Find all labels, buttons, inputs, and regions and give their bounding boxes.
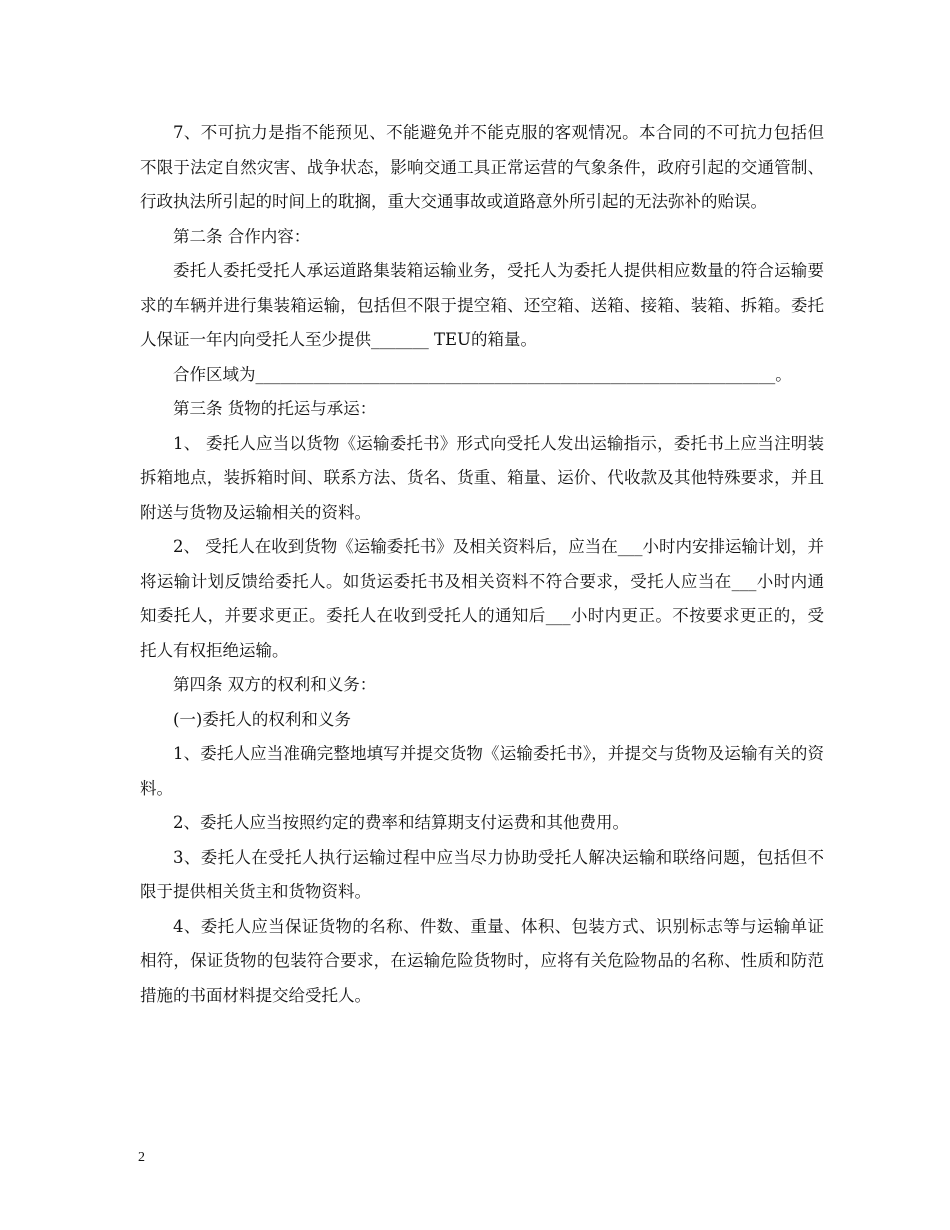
clause-3-1: 1、 委托人应当以货物《运输委托书》形式向受托人发出运输指示，委托书上应当注明装拆箱地点，装拆箱时间、联系方法、货名、货重、箱量、运价、代收款及其他特殊要求，并且附送与货物及运输相关的资料。	[140, 433, 824, 522]
clause-4-1-3: 3、委托人在受托人执行运输过程中应当尽力协助受托人解决运输和联络问题，包括但不限于提供相关货主和货物资料。	[140, 847, 824, 901]
article-4-heading: 第四条 双方的权利和义务：	[173, 675, 377, 694]
clause-4-1-1: 1、委托人应当准确完整地填写并提交货物《运输委托书》，并提交与货物及运输有关的资料。	[140, 744, 824, 798]
clause-4-1-4: 4、委托人应当保证货物的名称、件数、重量、体积、包装方式、识别标志等与运输单证相符，保证货物的包装符合要求，在运输危险货物时，应将有关危险物品的名称、性质和防范措施的书面材料提交给受托人。	[140, 916, 824, 1005]
page-number: 2	[138, 1150, 145, 1165]
clause-4-1-2: 2、委托人应当按照约定的费率和结算期支付运费和其他费用。	[173, 813, 629, 832]
clause-force-majeure-7: 7、不可抗力是指不能预见、不能避免并不能克服的客观情况。本合同的不可抗力包括但不限于法定自然灾害、战争状态，影响交通工具正常运营的气象条件，政府引起的交通管制、行政执法所引起的时间上的耽搁，重大交通事故或道路意外所引起的无法弥补的贻误。	[140, 123, 824, 211]
cooperation-area: 合作区域为_______________________________________________________________。	[173, 364, 792, 384]
article-3-heading: 第三条 货物的托运与承运：	[173, 399, 377, 418]
clause-3-2: 2、 受托人在收到货物《运输委托书》及相关资料后，应当在___小时内安排运输计划，并将运输计划反馈给委托人。如货运委托书及相关资料不符合要求，受托人应当在___小时内通知委托人，并要求更正。委托人在收到受托人的通知后___小时内更正。不按要求更正的，受托人有权拒绝运输。	[140, 537, 824, 660]
article-2-heading: 第二条 合作内容：	[173, 226, 311, 246]
section-4-1-heading: (一)委托人的权利和义务	[173, 709, 351, 729]
contract-body	[140, 116, 824, 1013]
cooperation-content: 委托人委托受托人承运道路集装箱运输业务，受托人为委托人提供相应数量的符合运输要求的车辆并进行集装箱运输，包括但不限于提空箱、还空箱、送箱、接箱、装箱、拆箱。委托人保证一年内向受托人至少提供_______ TEU的箱量。	[140, 261, 824, 349]
